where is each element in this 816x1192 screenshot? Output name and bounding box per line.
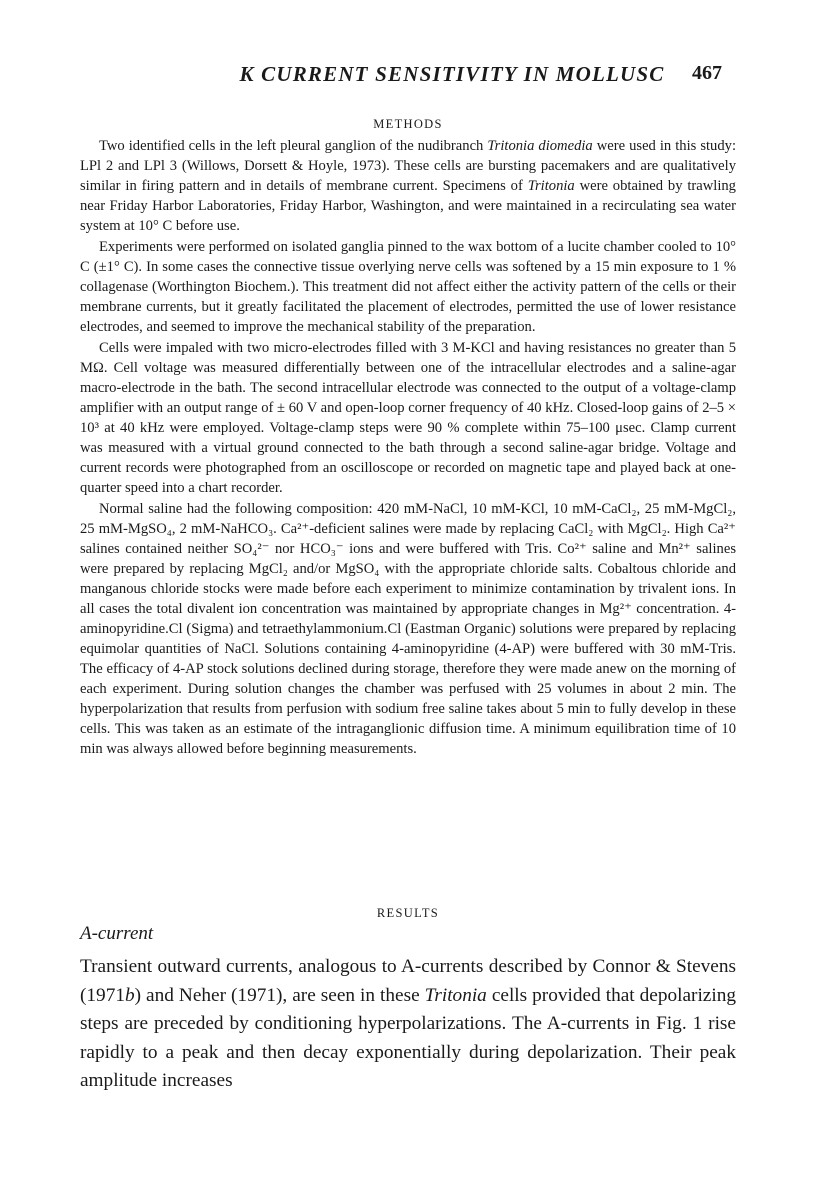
- methods-heading: METHODS: [373, 117, 443, 131]
- methods-paragraph: Two identified cells in the left pleural ganglion of the nudibranch Tritonia diomedia were used in this study: LPl 2 and LPl 3 (Willows, Dorsett & Hoyle, 1973). These cells are bursting pacemakers and are qualitatively similar in firing pattern and in details of membrane current. Specimens of Tritonia were obtained by trawling near Friday Harbor Laboratories, Friday Harbor, Washington, and were maintained in a recirculating sea water system at 10° C before use.: [80, 138, 736, 234]
- italic-term: Tritonia: [424, 984, 487, 1006]
- methods-body: [80, 136, 736, 760]
- italic-term: Tritonia: [527, 178, 575, 194]
- results-paragraph: Transient outward currents, analogous to A-currents described by Connor & Stevens (1971b) and Neher (1971), are seen in these Tritonia cells provided that depolarizing steps are preceded by conditioning hyperpolarizations. The A-currents in Fig. 1 rise rapidly to a peak and then decay exponentially during depolarization. Their peak amplitude increases: [80, 956, 737, 1092]
- methods-paragraph: Normal saline had the following composition: 420 mM-NaCl, 10 mM-KCl, 10 mM-CaCl₂, 25 mM-MgCl₂, 25 mM-MgSO₄, 2 mM-NaHCO₃. Ca²⁺-deficient salines were made by replacing CaCl₂ with MgCl₂. High Ca²⁺ salines contained neither SO₄²⁻ nor HCO₃⁻ ions and were buffered with Tris. Co²⁺ saline and Mn²⁺ salines were prepared by replacing MgCl₂ and/or MgSO₄ with the appropriate chloride salts. Cobaltous chloride and manganous chloride stocks were made before each experiment to minimize contamination by trivalent ions. In all cases the total divalent ion concentration was maintained by appropriate changes in Mg²⁺ concentration. 4-aminopyridine.Cl (Sigma) and tetraethylammonium.Cl (Eastman Organic) solutions were prepared by replacing equimolar quantities of NaCl. Solutions containing 4-aminopyridine (4-AP) were buffered with 30 mM-Tris. The efficacy of 4-AP stock solutions declined during storage, therefore they were made anew on the morning of each experiment. During solution changes the chamber was perfused with 25 volumes in about 2 min. The hyperpolarization that results from perfusion with sodium free saline takes about 5 min to fully develop in these cells. This was taken as an estimate of the intraganglionic diffusion time. A minimum equilibration time of 10 min was always allowed before beginning measurements.: [80, 501, 736, 757]
- methods-paragraph: Experiments were performed on isolated ganglia pinned to the wax bottom of a lucite chamber cooled to 10° C (±1° C). In some cases the connective tissue overlying nerve cells was softened by a 15 min exposure to 1 % collagenase (Worthington Biochem.). This treatment did not affect either the activity pattern of the cells or their membrane currents, but it greatly facilitated the placement of electrodes, permitted the use of lower resistance electrodes, and seemed to improve the mechanical stability of the preparation.: [80, 239, 736, 335]
- page-number: 467: [692, 62, 722, 84]
- results-heading: RESULTS: [376, 906, 440, 920]
- running-title: K CURRENT SENSITIVITY IN MOLLUSC: [239, 62, 665, 86]
- methods-paragraph: Cells were impaled with two micro-electrodes filled with 3 M-KCl and having resistances no greater than 5 MΩ. Cell voltage was measured differentially between one of the intracellular electrodes and a saline-agar macro-electrode in the bath. The second intracellular electrode was connected to the output of a voltage-clamp amplifier with an output range of ± 60 V and open-loop corner frequency of 40 kHz. Closed-loop gains of 2–5 × 10³ at 40 kHz were employed. Voltage-clamp steps were 90 % complete within 75–100 μsec. Clamp current was measured with a virtual ground connected to the bath through a second saline-agar bridge. Voltage and current records were photographed from an oscilloscope or recorded on magnetic tape and played back at one-quarter speed into a chart recorder.: [80, 340, 736, 496]
- results-body: [80, 953, 736, 1096]
- results-subheading: A-current: [80, 923, 154, 944]
- italic-term: Tritonia diomedia: [487, 138, 593, 154]
- italic-term: b: [124, 984, 135, 1006]
